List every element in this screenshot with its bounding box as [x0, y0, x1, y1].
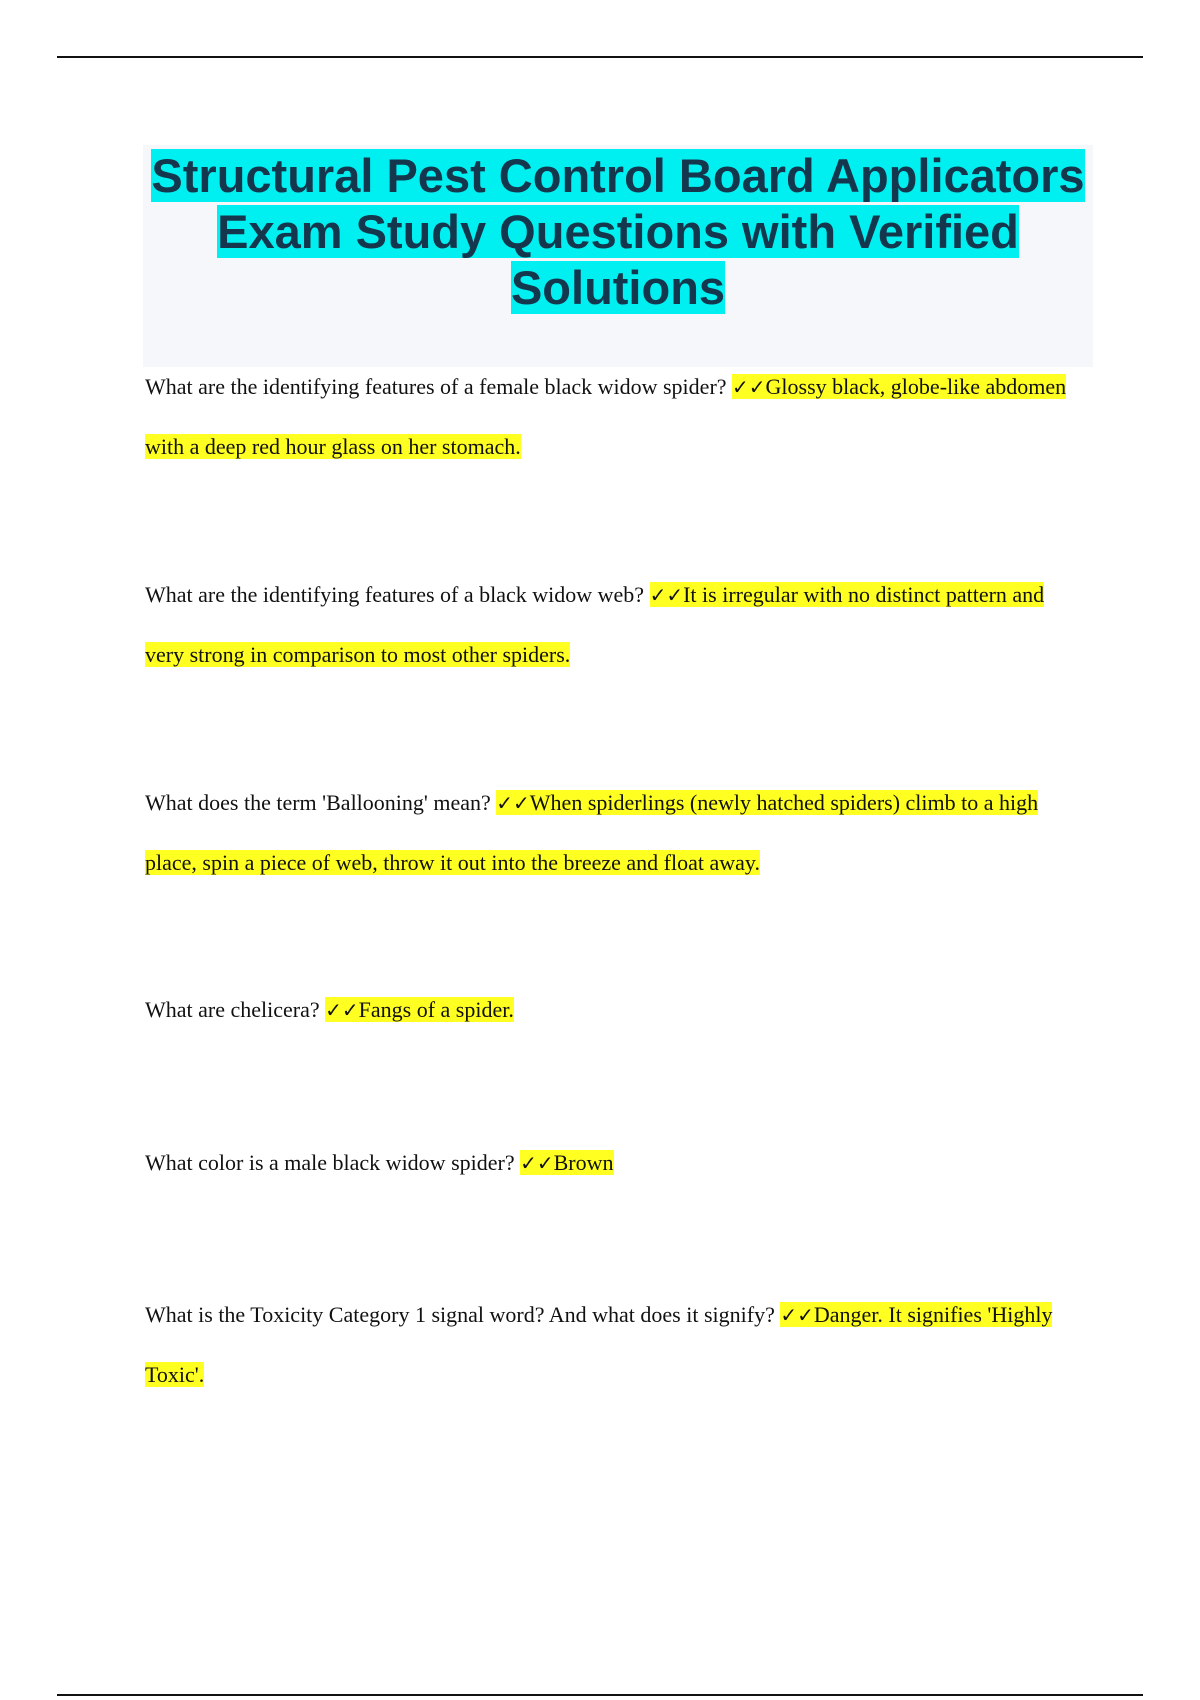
question-text: What is the Toxicity Category 1 signal word? And what does it signify? — [145, 1302, 775, 1327]
qa-item — [145, 980, 1080, 1040]
qa-item — [145, 773, 1080, 893]
double-check-icon: ✓✓ — [649, 583, 684, 607]
answer-text: It is irregular with no distinct pattern and very strong in comparison to most other spiders. — [145, 582, 1045, 667]
title-block — [143, 145, 1093, 367]
question-text: What are the identifying features of a female black widow spider? — [145, 374, 727, 399]
answer-highlight — [325, 997, 514, 1022]
answer-text: Danger. It signifies 'Highly Toxic'. — [145, 1302, 1053, 1387]
answer-text: Glossy black, globe-like abdomen with a deep red hour glass on her stomach. — [145, 374, 1067, 459]
double-check-icon: ✓✓ — [732, 375, 766, 399]
top-rule — [57, 56, 1143, 58]
answer-highlight — [520, 1150, 613, 1175]
question-text: What does the term 'Ballooning' mean? — [145, 790, 491, 815]
question-text: What are chelicera? — [145, 997, 320, 1022]
bottom-rule — [57, 1694, 1143, 1696]
question-text: What color is a male black widow spider? — [145, 1150, 515, 1175]
qa-item — [145, 357, 1080, 477]
answer-text: Fangs of a spider. — [358, 997, 514, 1022]
question-text: What are the identifying features of a black widow web? — [145, 582, 645, 607]
qa-item — [145, 1133, 1080, 1193]
page-title — [143, 145, 1093, 316]
double-check-icon: ✓✓ — [496, 791, 530, 815]
qa-item — [145, 1285, 1080, 1405]
double-check-icon: ✓✓ — [780, 1303, 814, 1327]
answer-text: Brown — [553, 1150, 614, 1175]
title-text: Structural Pest Control Board Applicators Exam Study Questions with Verified Solutions — [151, 149, 1085, 314]
qa-item — [145, 565, 1080, 685]
double-check-icon: ✓✓ — [520, 1151, 554, 1175]
answer-text: When spiderlings (newly hatched spiders) climb to a high place, spin a piece of web, throw it out into the breeze and float away. — [145, 790, 1039, 875]
double-check-icon: ✓✓ — [325, 998, 359, 1022]
